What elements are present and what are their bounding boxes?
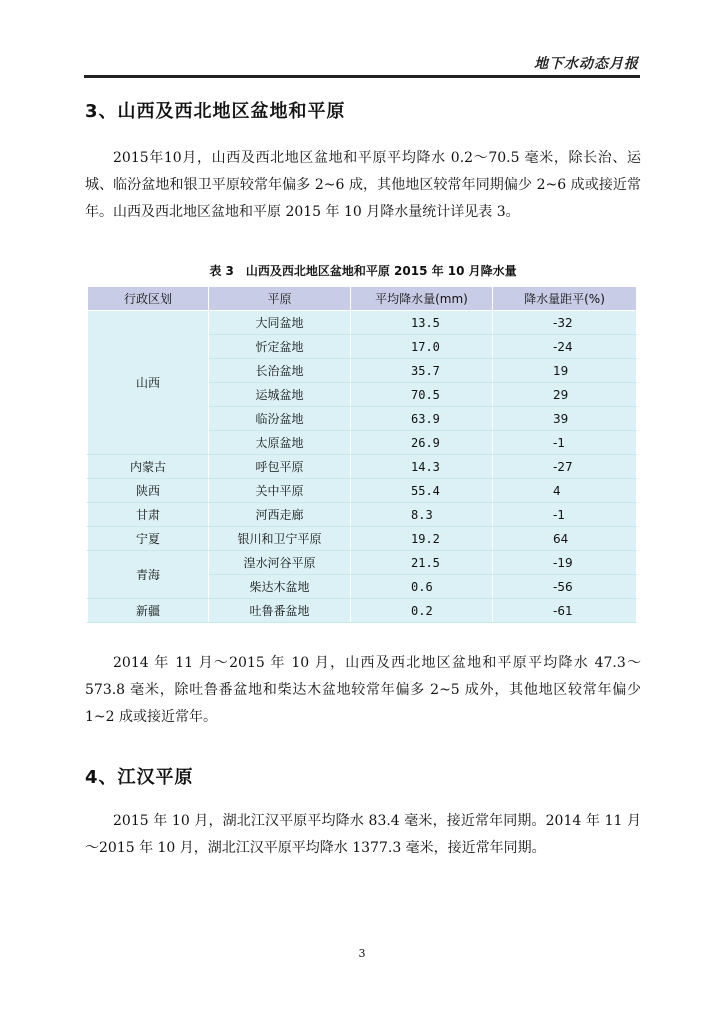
rainfall-cell: 26.9 (351, 431, 493, 455)
plain-cell: 呼包平原 (209, 455, 351, 479)
column-header-deviation: 降水量距平(%) (493, 287, 637, 311)
region-cell: 宁夏 (88, 527, 209, 551)
plain-cell: 银川和卫宁平原 (209, 527, 351, 551)
rainfall-cell: 0.6 (351, 575, 493, 599)
deviation-cell: -61 (493, 599, 637, 623)
deviation-cell: -32 (493, 311, 637, 335)
section-4-heading: 4、江汉平原 (85, 767, 194, 788)
column-header-rainfall: 平均降水量(mm) (351, 287, 493, 311)
rainfall-cell: 8.3 (351, 503, 493, 527)
deviation-cell: -56 (493, 575, 637, 599)
table-3-caption: 表 3 山西及西北地区盆地和平原 2015 年 10 月降水量 (209, 264, 517, 278)
table-row (88, 311, 637, 335)
page-number: 3 (358, 947, 366, 960)
header-divider (84, 75, 640, 78)
deviation-cell: 39 (493, 407, 637, 431)
plain-cell: 大同盆地 (209, 311, 351, 335)
deviation-cell: -1 (493, 503, 637, 527)
plain-cell: 太原盆地 (209, 431, 351, 455)
region-cell: 山西 (88, 311, 209, 455)
rainfall-cell: 0.2 (351, 599, 493, 623)
rainfall-cell: 19.2 (351, 527, 493, 551)
table-row (88, 479, 637, 503)
section-3-paragraph-2: 2014 年 11 月～2015 年 10 月，山西及西北地区盆地和平原平均降水 47.3～573.8 毫米，除吐鲁番盆地和柴达木盆地较常年偏多 2~5 成外，其他地区较常年偏少 1~2 成或接近常年。 (85, 655, 641, 725)
region-cell: 内蒙古 (88, 455, 209, 479)
deviation-cell: 29 (493, 383, 637, 407)
table-row (88, 551, 637, 575)
region-cell: 陕西 (88, 479, 209, 503)
rainfall-cell: 55.4 (351, 479, 493, 503)
rainfall-cell: 21.5 (351, 551, 493, 575)
rainfall-cell: 14.3 (351, 455, 493, 479)
plain-cell: 临汾盆地 (209, 407, 351, 431)
table-row (88, 455, 637, 479)
section-3-paragraph-1: 2015年10月，山西及西北地区盆地和平原平均降水 0.2～70.5 毫米，除长治、运城、临汾盆地和银卫平原较常年偏多 2~6 成，其他地区较常年同期偏少 2~6 成或接近常年。山西及西北地区盆地和平原 2015 年 10 月降水量统计详见表 3。 (85, 150, 641, 220)
deviation-cell: -24 (493, 335, 637, 359)
rainfall-table (87, 286, 637, 623)
plain-cell: 长治盆地 (209, 359, 351, 383)
deviation-cell: 64 (493, 527, 637, 551)
plain-cell: 吐鲁番盆地 (209, 599, 351, 623)
table-header-row (88, 287, 637, 311)
deviation-cell: 4 (493, 479, 637, 503)
section-3-heading: 3、山西及西北地区盆地和平原 (85, 101, 346, 122)
section-4-paragraph-1: 2015 年 10 月，湖北江汉平原平均降水 83.4 毫米，接近常年同期。2014 年 11 月～2015 年 10 月，湖北江汉平原平均降水 1377.3 毫米，接近常年同期。 (85, 813, 641, 856)
plain-cell: 河西走廊 (209, 503, 351, 527)
column-header-region: 行政区划 (88, 287, 209, 311)
table-row (88, 599, 637, 623)
rainfall-cell: 35.7 (351, 359, 493, 383)
table-row (88, 503, 637, 527)
plain-cell: 柴达木盆地 (209, 575, 351, 599)
rainfall-cell: 13.5 (351, 311, 493, 335)
region-cell: 甘肃 (88, 503, 209, 527)
region-cell: 青海 (88, 551, 209, 599)
region-cell: 新疆 (88, 599, 209, 623)
table-row (88, 527, 637, 551)
deviation-cell: -27 (493, 455, 637, 479)
plain-cell: 忻定盆地 (209, 335, 351, 359)
deviation-cell: 19 (493, 359, 637, 383)
rainfall-cell: 17.0 (351, 335, 493, 359)
plain-cell: 湟水河谷平原 (209, 551, 351, 575)
report-title: 地下水动态月报 (534, 56, 639, 72)
plain-cell: 运城盆地 (209, 383, 351, 407)
rainfall-cell: 70.5 (351, 383, 493, 407)
column-header-plain: 平原 (209, 287, 351, 311)
deviation-cell: -1 (493, 431, 637, 455)
rainfall-cell: 63.9 (351, 407, 493, 431)
deviation-cell: -19 (493, 551, 637, 575)
plain-cell: 关中平原 (209, 479, 351, 503)
